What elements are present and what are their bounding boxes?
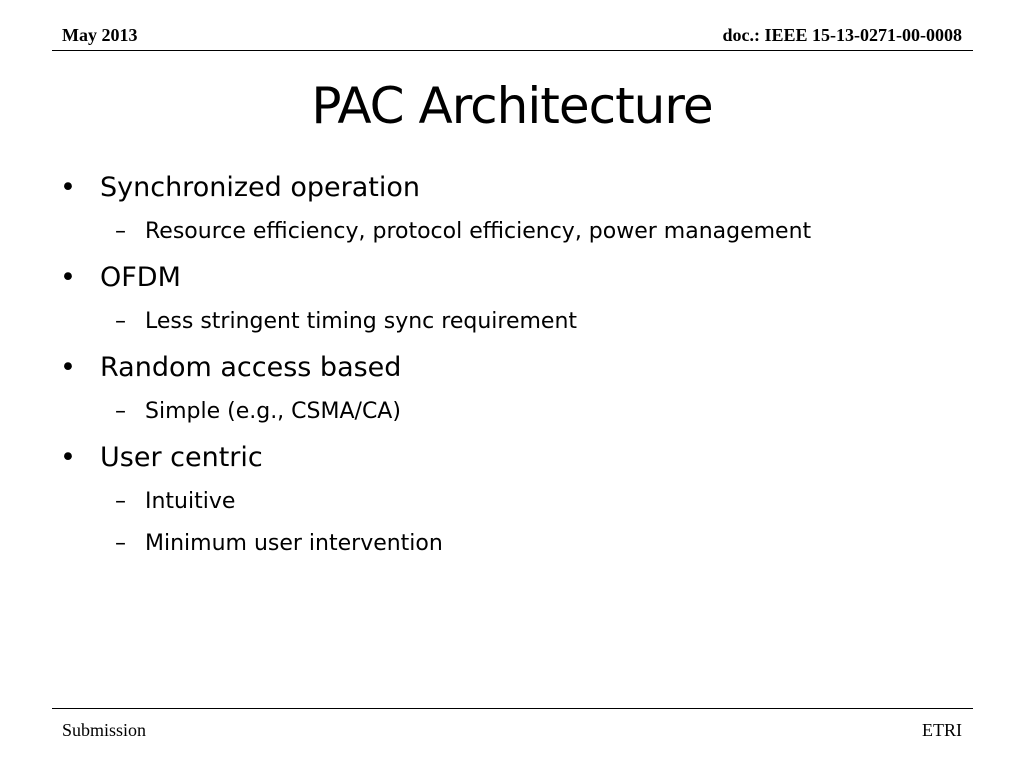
header-doc-id: doc.: IEEE 15-13-0271-00-0008: [722, 25, 962, 45]
bullet-text: Synchronized operation: [100, 172, 420, 203]
bullet-marker: •: [60, 352, 76, 383]
dash-marker: –: [115, 531, 126, 556]
footer-divider: [52, 708, 973, 709]
bullet-marker: •: [60, 442, 76, 473]
bullet-marker: •: [60, 172, 76, 203]
footer-organization: ETRI: [922, 720, 962, 740]
sub-bullet-text: Less stringent timing sync requirement: [145, 309, 578, 334]
dash-marker: –: [115, 399, 126, 424]
header-divider: [52, 50, 973, 51]
slide-title: PAC Architecture: [311, 77, 713, 135]
bullet-text: Random access based: [100, 352, 402, 383]
sub-bullet-text: Resource efficiency, protocol efficiency, power management: [145, 219, 812, 244]
header-date: May 2013: [62, 25, 138, 45]
bullet-marker: •: [60, 262, 76, 293]
dash-marker: –: [115, 219, 126, 244]
bullet-text: OFDM: [100, 262, 181, 293]
bullet-text: User centric: [100, 442, 263, 473]
dash-marker: –: [115, 489, 126, 514]
sub-bullet-text: Intuitive: [145, 489, 236, 514]
dash-marker: –: [115, 309, 126, 334]
footer-submission: Submission: [62, 720, 147, 740]
sub-bullet-text: Simple (e.g., CSMA/CA): [145, 399, 401, 424]
sub-bullet-text: Minimum user intervention: [145, 531, 443, 556]
